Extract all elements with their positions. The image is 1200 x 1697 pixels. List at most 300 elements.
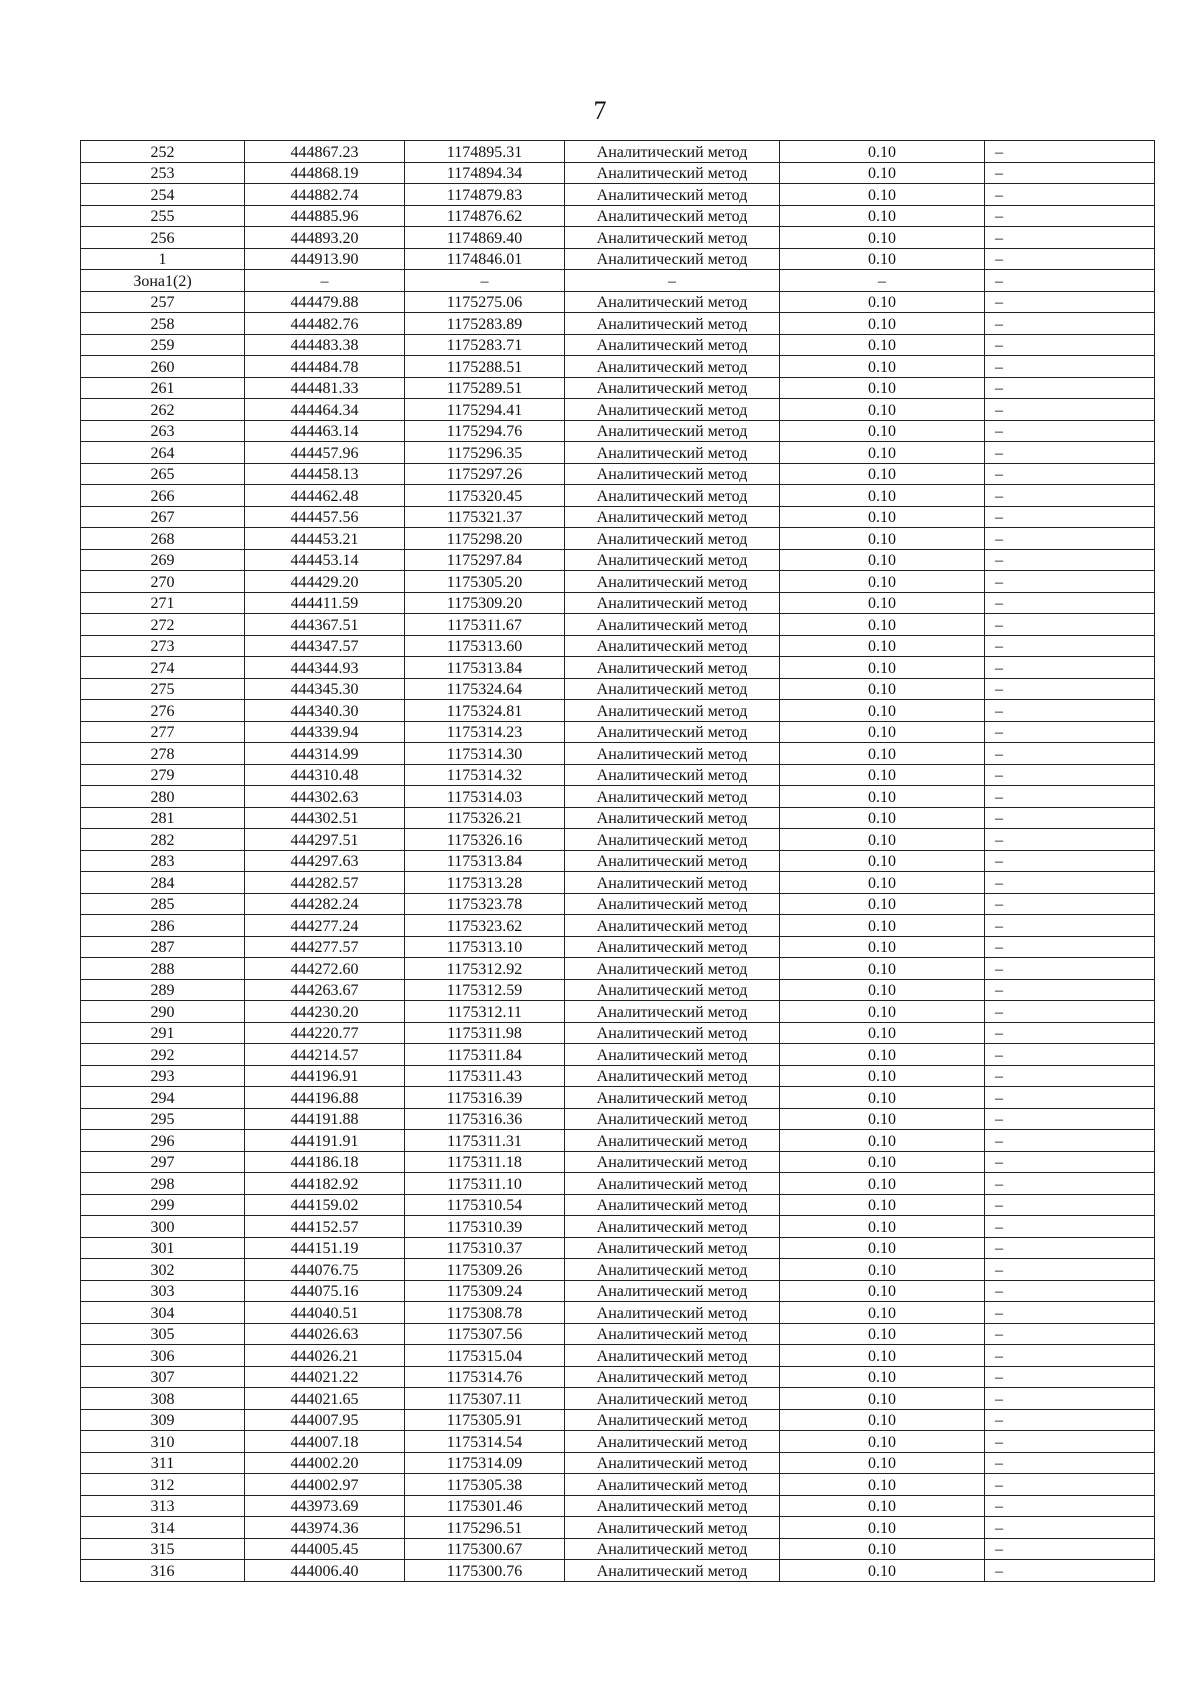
point-number-cell: Зона1(2)	[81, 270, 245, 292]
point-number-cell: 268	[81, 528, 245, 550]
point-number-cell: 264	[81, 442, 245, 464]
point-number-cell: 274	[81, 657, 245, 679]
x-coordinate-cell: 444007.95	[245, 1409, 405, 1431]
y-coordinate-cell: 1175311.43	[405, 1065, 565, 1087]
method-cell: Аналитический метод	[565, 549, 780, 571]
x-coordinate-cell: 444075.16	[245, 1280, 405, 1302]
method-cell: Аналитический метод	[565, 1044, 780, 1066]
method-cell: Аналитический метод	[565, 807, 780, 829]
accuracy-cell: 0.10	[780, 807, 985, 829]
note-cell: –	[985, 1452, 1155, 1474]
y-coordinate-cell: 1175310.39	[405, 1216, 565, 1238]
coordinates-table-body	[81, 141, 1155, 1582]
point-number-cell: 270	[81, 571, 245, 593]
note-cell: –	[985, 786, 1155, 808]
method-cell: Аналитический метод	[565, 850, 780, 872]
y-coordinate-cell: 1175323.78	[405, 893, 565, 915]
table-row	[81, 1151, 1155, 1173]
y-coordinate-cell: 1175294.76	[405, 420, 565, 442]
table-row	[81, 657, 1155, 679]
point-number-cell: 314	[81, 1517, 245, 1539]
table-row	[81, 1194, 1155, 1216]
x-coordinate-cell: 444191.91	[245, 1130, 405, 1152]
point-number-cell: 303	[81, 1280, 245, 1302]
x-coordinate-cell: 444277.57	[245, 936, 405, 958]
table-row	[81, 614, 1155, 636]
accuracy-cell: 0.10	[780, 184, 985, 206]
y-coordinate-cell: 1175309.26	[405, 1259, 565, 1281]
method-cell: Аналитический метод	[565, 162, 780, 184]
note-cell: –	[985, 1495, 1155, 1517]
accuracy-cell: 0.10	[780, 1065, 985, 1087]
accuracy-cell: 0.10	[780, 1388, 985, 1410]
accuracy-cell: 0.10	[780, 1538, 985, 1560]
point-number-cell: 277	[81, 721, 245, 743]
point-number-cell: 255	[81, 205, 245, 227]
note-cell: –	[985, 1409, 1155, 1431]
table-row	[81, 1280, 1155, 1302]
note-cell: –	[985, 141, 1155, 163]
method-cell: Аналитический метод	[565, 1366, 780, 1388]
y-coordinate-cell: 1175321.37	[405, 506, 565, 528]
note-cell: –	[985, 678, 1155, 700]
method-cell: Аналитический метод	[565, 893, 780, 915]
accuracy-cell: 0.10	[780, 1431, 985, 1453]
y-coordinate-cell: 1174869.40	[405, 227, 565, 249]
point-number-cell: 254	[81, 184, 245, 206]
point-number-cell: 315	[81, 1538, 245, 1560]
table-row	[81, 1065, 1155, 1087]
note-cell: –	[985, 1237, 1155, 1259]
accuracy-cell: 0.10	[780, 141, 985, 163]
method-cell: Аналитический метод	[565, 571, 780, 593]
x-coordinate-cell: 443973.69	[245, 1495, 405, 1517]
note-cell: –	[985, 162, 1155, 184]
accuracy-cell: 0.10	[780, 979, 985, 1001]
accuracy-cell: 0.10	[780, 485, 985, 507]
accuracy-cell: 0.10	[780, 1302, 985, 1324]
method-cell: Аналитический метод	[565, 1280, 780, 1302]
method-cell: Аналитический метод	[565, 1302, 780, 1324]
x-coordinate-cell: 444282.57	[245, 872, 405, 894]
accuracy-cell: 0.10	[780, 1323, 985, 1345]
note-cell: –	[985, 227, 1155, 249]
point-number-cell: 295	[81, 1108, 245, 1130]
note-cell: –	[985, 549, 1155, 571]
table-row	[81, 1302, 1155, 1324]
point-number-cell: 304	[81, 1302, 245, 1324]
point-number-cell: 258	[81, 313, 245, 335]
accuracy-cell: 0.10	[780, 205, 985, 227]
accuracy-cell: 0.10	[780, 1194, 985, 1216]
x-coordinate-cell: 444182.92	[245, 1173, 405, 1195]
table-row	[81, 291, 1155, 313]
accuracy-cell: 0.10	[780, 1108, 985, 1130]
point-number-cell: 285	[81, 893, 245, 915]
note-cell: –	[985, 506, 1155, 528]
accuracy-cell: 0.10	[780, 1001, 985, 1023]
table-row	[81, 1452, 1155, 1474]
table-row	[81, 162, 1155, 184]
x-coordinate-cell: 444314.99	[245, 743, 405, 765]
x-coordinate-cell: 444196.91	[245, 1065, 405, 1087]
accuracy-cell: 0.10	[780, 356, 985, 378]
y-coordinate-cell: 1175314.76	[405, 1366, 565, 1388]
method-cell: Аналитический метод	[565, 592, 780, 614]
y-coordinate-cell: 1175316.39	[405, 1087, 565, 1109]
y-coordinate-cell: 1175309.24	[405, 1280, 565, 1302]
accuracy-cell: 0.10	[780, 1409, 985, 1431]
table-row	[81, 1259, 1155, 1281]
note-cell: –	[985, 1474, 1155, 1496]
method-cell: Аналитический метод	[565, 485, 780, 507]
note-cell: –	[985, 635, 1155, 657]
x-coordinate-cell: 444484.78	[245, 356, 405, 378]
point-number-cell: 308	[81, 1388, 245, 1410]
x-coordinate-cell: 444345.30	[245, 678, 405, 700]
accuracy-cell: 0.10	[780, 721, 985, 743]
table-row	[81, 528, 1155, 550]
method-cell: Аналитический метод	[565, 635, 780, 657]
method-cell: Аналитический метод	[565, 1538, 780, 1560]
y-coordinate-cell: 1175311.67	[405, 614, 565, 636]
y-coordinate-cell: 1175326.16	[405, 829, 565, 851]
table-row	[81, 1474, 1155, 1496]
x-coordinate-cell: 444482.76	[245, 313, 405, 335]
table-row	[81, 1388, 1155, 1410]
method-cell: Аналитический метод	[565, 829, 780, 851]
note-cell: –	[985, 893, 1155, 915]
point-number-cell: 287	[81, 936, 245, 958]
point-number-cell: 269	[81, 549, 245, 571]
accuracy-cell: 0.10	[780, 1022, 985, 1044]
point-number-cell: 252	[81, 141, 245, 163]
note-cell: –	[985, 1302, 1155, 1324]
y-coordinate-cell: 1175312.92	[405, 958, 565, 980]
table-row	[81, 1560, 1155, 1582]
method-cell: Аналитический метод	[565, 1452, 780, 1474]
method-cell: Аналитический метод	[565, 915, 780, 937]
method-cell: Аналитический метод	[565, 313, 780, 335]
method-cell: Аналитический метод	[565, 442, 780, 464]
method-cell: Аналитический метод	[565, 1065, 780, 1087]
point-number-cell: 257	[81, 291, 245, 313]
y-coordinate-cell: 1175289.51	[405, 377, 565, 399]
point-number-cell: 294	[81, 1087, 245, 1109]
x-coordinate-cell: 444893.20	[245, 227, 405, 249]
x-coordinate-cell: 444339.94	[245, 721, 405, 743]
x-coordinate-cell: 444481.33	[245, 377, 405, 399]
table-row	[81, 592, 1155, 614]
method-cell: Аналитический метод	[565, 872, 780, 894]
y-coordinate-cell: 1175305.38	[405, 1474, 565, 1496]
y-coordinate-cell: 1175314.03	[405, 786, 565, 808]
note-cell: –	[985, 979, 1155, 1001]
table-row	[81, 184, 1155, 206]
accuracy-cell: 0.10	[780, 850, 985, 872]
accuracy-cell: 0.10	[780, 1237, 985, 1259]
accuracy-cell: 0.10	[780, 1173, 985, 1195]
x-coordinate-cell: 444026.21	[245, 1345, 405, 1367]
method-cell: Аналитический метод	[565, 1388, 780, 1410]
point-number-cell: 298	[81, 1173, 245, 1195]
point-number-cell: 292	[81, 1044, 245, 1066]
y-coordinate-cell: 1175324.64	[405, 678, 565, 700]
table-row	[81, 1130, 1155, 1152]
table-row	[81, 270, 1155, 292]
method-cell: Аналитический метод	[565, 248, 780, 270]
method-cell: Аналитический метод	[565, 205, 780, 227]
x-coordinate-cell: 444282.24	[245, 893, 405, 915]
point-number-cell: 296	[81, 1130, 245, 1152]
x-coordinate-cell: 444151.19	[245, 1237, 405, 1259]
note-cell: –	[985, 420, 1155, 442]
method-cell: Аналитический метод	[565, 678, 780, 700]
x-coordinate-cell: –	[245, 270, 405, 292]
x-coordinate-cell: 444483.38	[245, 334, 405, 356]
table-row	[81, 377, 1155, 399]
accuracy-cell: 0.10	[780, 291, 985, 313]
method-cell: Аналитический метод	[565, 141, 780, 163]
y-coordinate-cell: 1175307.56	[405, 1323, 565, 1345]
y-coordinate-cell: 1175312.59	[405, 979, 565, 1001]
x-coordinate-cell: 444277.24	[245, 915, 405, 937]
table-row	[81, 936, 1155, 958]
note-cell: –	[985, 442, 1155, 464]
x-coordinate-cell: 444007.18	[245, 1431, 405, 1453]
accuracy-cell: 0.10	[780, 893, 985, 915]
y-coordinate-cell: 1175313.28	[405, 872, 565, 894]
accuracy-cell: 0.10	[780, 442, 985, 464]
point-number-cell: 313	[81, 1495, 245, 1517]
point-number-cell: 289	[81, 979, 245, 1001]
accuracy-cell: 0.10	[780, 1280, 985, 1302]
note-cell: –	[985, 528, 1155, 550]
method-cell: Аналитический метод	[565, 334, 780, 356]
note-cell: –	[985, 915, 1155, 937]
x-coordinate-cell: 444040.51	[245, 1302, 405, 1324]
point-number-cell: 305	[81, 1323, 245, 1345]
page-number: 7	[593, 96, 607, 125]
accuracy-cell: 0.10	[780, 1560, 985, 1582]
table-row	[81, 571, 1155, 593]
method-cell: Аналитический метод	[565, 764, 780, 786]
x-coordinate-cell: 444021.65	[245, 1388, 405, 1410]
note-cell: –	[985, 248, 1155, 270]
accuracy-cell: 0.10	[780, 1044, 985, 1066]
y-coordinate-cell: 1175298.20	[405, 528, 565, 550]
x-coordinate-cell: 444026.63	[245, 1323, 405, 1345]
point-number-cell: 293	[81, 1065, 245, 1087]
table-row	[81, 807, 1155, 829]
method-cell: Аналитический метод	[565, 356, 780, 378]
x-coordinate-cell: 444297.51	[245, 829, 405, 851]
y-coordinate-cell: –	[405, 270, 565, 292]
method-cell: Аналитический метод	[565, 1517, 780, 1539]
table-row	[81, 399, 1155, 421]
x-coordinate-cell: 444458.13	[245, 463, 405, 485]
y-coordinate-cell: 1175315.04	[405, 1345, 565, 1367]
table-row	[81, 1001, 1155, 1023]
x-coordinate-cell: 444867.23	[245, 141, 405, 163]
x-coordinate-cell: 444463.14	[245, 420, 405, 442]
accuracy-cell: 0.10	[780, 915, 985, 937]
point-number-cell: 276	[81, 700, 245, 722]
note-cell: –	[985, 850, 1155, 872]
y-coordinate-cell: 1175312.11	[405, 1001, 565, 1023]
table-row	[81, 1409, 1155, 1431]
accuracy-cell: 0.10	[780, 1151, 985, 1173]
table-row	[81, 506, 1155, 528]
note-cell: –	[985, 1108, 1155, 1130]
y-coordinate-cell: 1175320.45	[405, 485, 565, 507]
note-cell: –	[985, 1560, 1155, 1582]
x-coordinate-cell: 444882.74	[245, 184, 405, 206]
table-row	[81, 313, 1155, 335]
note-cell: –	[985, 291, 1155, 313]
table-row	[81, 700, 1155, 722]
note-cell: –	[985, 205, 1155, 227]
table-row	[81, 893, 1155, 915]
method-cell: Аналитический метод	[565, 184, 780, 206]
note-cell: –	[985, 958, 1155, 980]
method-cell: –	[565, 270, 780, 292]
method-cell: Аналитический метод	[565, 1108, 780, 1130]
method-cell: Аналитический метод	[565, 463, 780, 485]
note-cell: –	[985, 1431, 1155, 1453]
table-row	[81, 1323, 1155, 1345]
table-row	[81, 463, 1155, 485]
table-row	[81, 915, 1155, 937]
method-cell: Аналитический метод	[565, 1001, 780, 1023]
y-coordinate-cell: 1175296.51	[405, 1517, 565, 1539]
y-coordinate-cell: 1175288.51	[405, 356, 565, 378]
accuracy-cell: 0.10	[780, 1495, 985, 1517]
y-coordinate-cell: 1175313.10	[405, 936, 565, 958]
x-coordinate-cell: 444367.51	[245, 614, 405, 636]
x-coordinate-cell: 444152.57	[245, 1216, 405, 1238]
y-coordinate-cell: 1175311.31	[405, 1130, 565, 1152]
y-coordinate-cell: 1175313.84	[405, 657, 565, 679]
x-coordinate-cell: 444297.63	[245, 850, 405, 872]
x-coordinate-cell: 444310.48	[245, 764, 405, 786]
point-number-cell: 316	[81, 1560, 245, 1582]
y-coordinate-cell: 1175311.84	[405, 1044, 565, 1066]
note-cell: –	[985, 270, 1155, 292]
accuracy-cell: 0.10	[780, 1366, 985, 1388]
point-number-cell: 261	[81, 377, 245, 399]
table-row	[81, 786, 1155, 808]
y-coordinate-cell: 1175305.20	[405, 571, 565, 593]
method-cell: Аналитический метод	[565, 936, 780, 958]
table-row	[81, 485, 1155, 507]
y-coordinate-cell: 1175314.32	[405, 764, 565, 786]
x-coordinate-cell: 444302.63	[245, 786, 405, 808]
point-number-cell: 272	[81, 614, 245, 636]
note-cell: –	[985, 1001, 1155, 1023]
note-cell: –	[985, 829, 1155, 851]
y-coordinate-cell: 1175326.21	[405, 807, 565, 829]
note-cell: –	[985, 1345, 1155, 1367]
point-number-cell: 282	[81, 829, 245, 851]
coordinates-table	[80, 140, 1155, 1582]
note-cell: –	[985, 1280, 1155, 1302]
y-coordinate-cell: 1175310.54	[405, 1194, 565, 1216]
note-cell: –	[985, 657, 1155, 679]
table-row	[81, 872, 1155, 894]
accuracy-cell: 0.10	[780, 227, 985, 249]
y-coordinate-cell: 1175311.98	[405, 1022, 565, 1044]
point-number-cell: 259	[81, 334, 245, 356]
x-coordinate-cell: 444462.48	[245, 485, 405, 507]
accuracy-cell: 0.10	[780, 592, 985, 614]
accuracy-cell: 0.10	[780, 1087, 985, 1109]
method-cell: Аналитический метод	[565, 614, 780, 636]
table-row	[81, 205, 1155, 227]
point-number-cell: 312	[81, 1474, 245, 1496]
note-cell: –	[985, 1517, 1155, 1539]
table-row	[81, 1345, 1155, 1367]
y-coordinate-cell: 1175300.67	[405, 1538, 565, 1560]
x-coordinate-cell: 444344.93	[245, 657, 405, 679]
accuracy-cell: 0.10	[780, 678, 985, 700]
x-coordinate-cell: 444191.88	[245, 1108, 405, 1130]
accuracy-cell: 0.10	[780, 1259, 985, 1281]
method-cell: Аналитический метод	[565, 1151, 780, 1173]
point-number-cell: 299	[81, 1194, 245, 1216]
table-row	[81, 764, 1155, 786]
point-number-cell: 310	[81, 1431, 245, 1453]
method-cell: Аналитический метод	[565, 657, 780, 679]
y-coordinate-cell: 1175283.89	[405, 313, 565, 335]
note-cell: –	[985, 313, 1155, 335]
point-number-cell: 302	[81, 1259, 245, 1281]
accuracy-cell: 0.10	[780, 764, 985, 786]
y-coordinate-cell: 1175297.26	[405, 463, 565, 485]
note-cell: –	[985, 1130, 1155, 1152]
accuracy-cell: 0.10	[780, 614, 985, 636]
note-cell: –	[985, 1065, 1155, 1087]
point-number-cell: 266	[81, 485, 245, 507]
accuracy-cell: 0.10	[780, 936, 985, 958]
accuracy-cell: 0.10	[780, 334, 985, 356]
point-number-cell: 273	[81, 635, 245, 657]
y-coordinate-cell: 1174876.62	[405, 205, 565, 227]
x-coordinate-cell: 444076.75	[245, 1259, 405, 1281]
y-coordinate-cell: 1175275.06	[405, 291, 565, 313]
x-coordinate-cell: 444272.60	[245, 958, 405, 980]
method-cell: Аналитический метод	[565, 786, 780, 808]
method-cell: Аналитический метод	[565, 1022, 780, 1044]
x-coordinate-cell: 443974.36	[245, 1517, 405, 1539]
point-number-cell: 300	[81, 1216, 245, 1238]
accuracy-cell: 0.10	[780, 399, 985, 421]
method-cell: Аналитический метод	[565, 1237, 780, 1259]
x-coordinate-cell: 444913.90	[245, 248, 405, 270]
y-coordinate-cell: 1174894.34	[405, 162, 565, 184]
note-cell: –	[985, 592, 1155, 614]
x-coordinate-cell: 444021.22	[245, 1366, 405, 1388]
point-number-cell: 279	[81, 764, 245, 786]
note-cell: –	[985, 1259, 1155, 1281]
table-row	[81, 635, 1155, 657]
point-number-cell: 291	[81, 1022, 245, 1044]
method-cell: Аналитический метод	[565, 227, 780, 249]
accuracy-cell: 0.10	[780, 786, 985, 808]
x-coordinate-cell: 444186.18	[245, 1151, 405, 1173]
y-coordinate-cell: 1175301.46	[405, 1495, 565, 1517]
x-coordinate-cell: 444868.19	[245, 162, 405, 184]
